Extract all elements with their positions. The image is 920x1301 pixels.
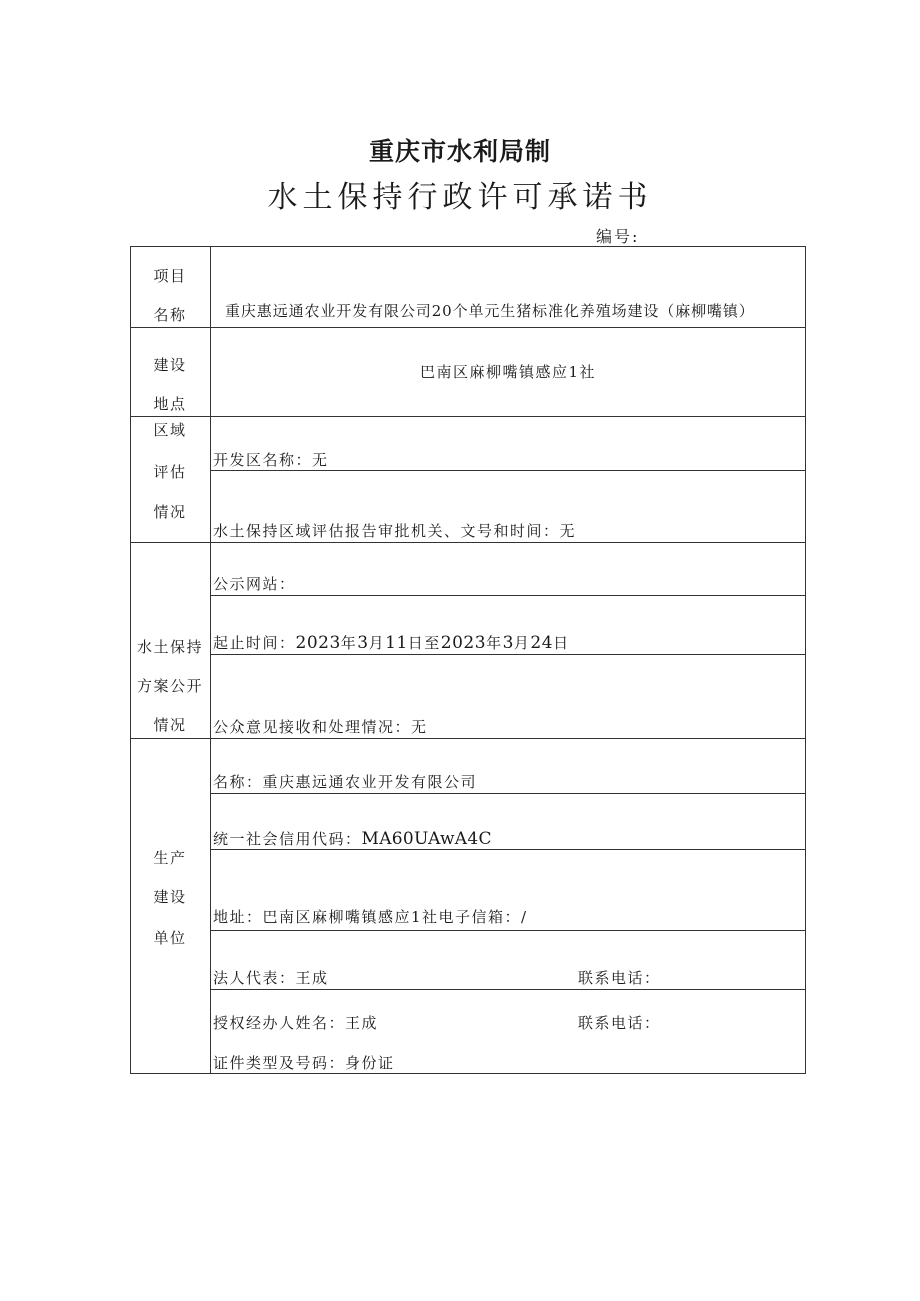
project-label-line1: 项目 <box>153 267 187 285</box>
month-char: 月 <box>368 634 386 652</box>
row-divider <box>210 849 806 850</box>
end-day: 24 <box>530 633 554 653</box>
section-divider <box>130 738 806 739</box>
disclosure-label-line3: 情况 <box>153 716 187 734</box>
start-month: 3 <box>357 633 369 653</box>
month-char: 月 <box>513 634 531 652</box>
table-top-border <box>130 246 806 247</box>
end-year: 2023 <box>440 633 487 653</box>
start-year: 2023 <box>295 633 341 653</box>
section-divider <box>130 416 806 417</box>
section-divider <box>130 327 806 328</box>
regional-label-line2: 评估 <box>153 463 187 481</box>
row-divider <box>210 470 806 471</box>
period-prefix: 起止时间： <box>213 634 296 652</box>
phone-label-agent: 联系电话： <box>578 1014 661 1032</box>
project-name: 重庆惠远通农业开发有限公司20个单元生猪标准化养殖场建设（麻柳嘴镇） <box>225 302 755 320</box>
year-char: 年 <box>486 634 503 652</box>
credit-code: MA60UAwA4C <box>361 829 492 849</box>
document-title: 水土保持行政许可承诺书 <box>267 180 653 215</box>
report-approval: 水土保持区域评估报告审批机关、文号和时间：无 <box>213 522 577 540</box>
doc-number-label: 编号: <box>596 227 640 246</box>
disclosure-website: 公示网站： <box>213 575 296 593</box>
start-day: 11 <box>385 633 408 653</box>
end-day-char: 日 <box>553 634 570 652</box>
disclosure-period <box>213 634 570 652</box>
day-char: 日至 <box>407 634 441 652</box>
location-value: 巴南区麻柳嘴镇感应1社 <box>419 363 597 381</box>
id-type: 证件类型及号码：身份证 <box>213 1054 395 1072</box>
dev-zone-name: 开发区名称：无 <box>213 451 329 469</box>
agent-name: 授权经办人姓名：王成 <box>213 1014 379 1032</box>
unit-address: 地址：巴南区麻柳嘴镇感应1社电子信箱：/ <box>213 908 528 926</box>
section-divider <box>130 542 806 543</box>
location-label-line2: 地点 <box>153 395 187 413</box>
regional-label-line1: 区域 <box>153 421 187 439</box>
legal-representative: 法人代表：王成 <box>213 969 329 987</box>
disclosure-label-line1: 水土保持 <box>136 638 203 656</box>
credit-code-label: 统一社会信用代码： <box>213 830 362 848</box>
year-char: 年 <box>340 634 358 652</box>
phone-label-legal: 联系电话： <box>578 969 661 987</box>
row-divider <box>210 654 806 655</box>
credit-code-row <box>213 830 492 848</box>
unit-label-line1: 生产 <box>153 849 187 867</box>
row-divider <box>210 989 806 990</box>
location-label-line1: 建设 <box>153 356 187 374</box>
row-divider <box>210 793 806 794</box>
project-label-line2: 名称 <box>153 306 187 324</box>
row-divider <box>210 930 806 931</box>
regional-label-line3: 情况 <box>153 503 187 521</box>
unit-label-line3: 单位 <box>153 929 187 947</box>
table-bottom-border <box>130 1073 806 1074</box>
row-divider <box>210 595 806 596</box>
issuer-heading: 重庆市水利局制 <box>368 137 551 166</box>
public-opinion: 公众意见接收和处理情况：无 <box>213 718 428 736</box>
disclosure-label-line2: 方案公开 <box>136 677 203 695</box>
end-month: 3 <box>502 633 514 653</box>
unit-label-line2: 建设 <box>153 888 187 906</box>
unit-name: 名称：重庆惠远通农业开发有限公司 <box>213 773 478 791</box>
